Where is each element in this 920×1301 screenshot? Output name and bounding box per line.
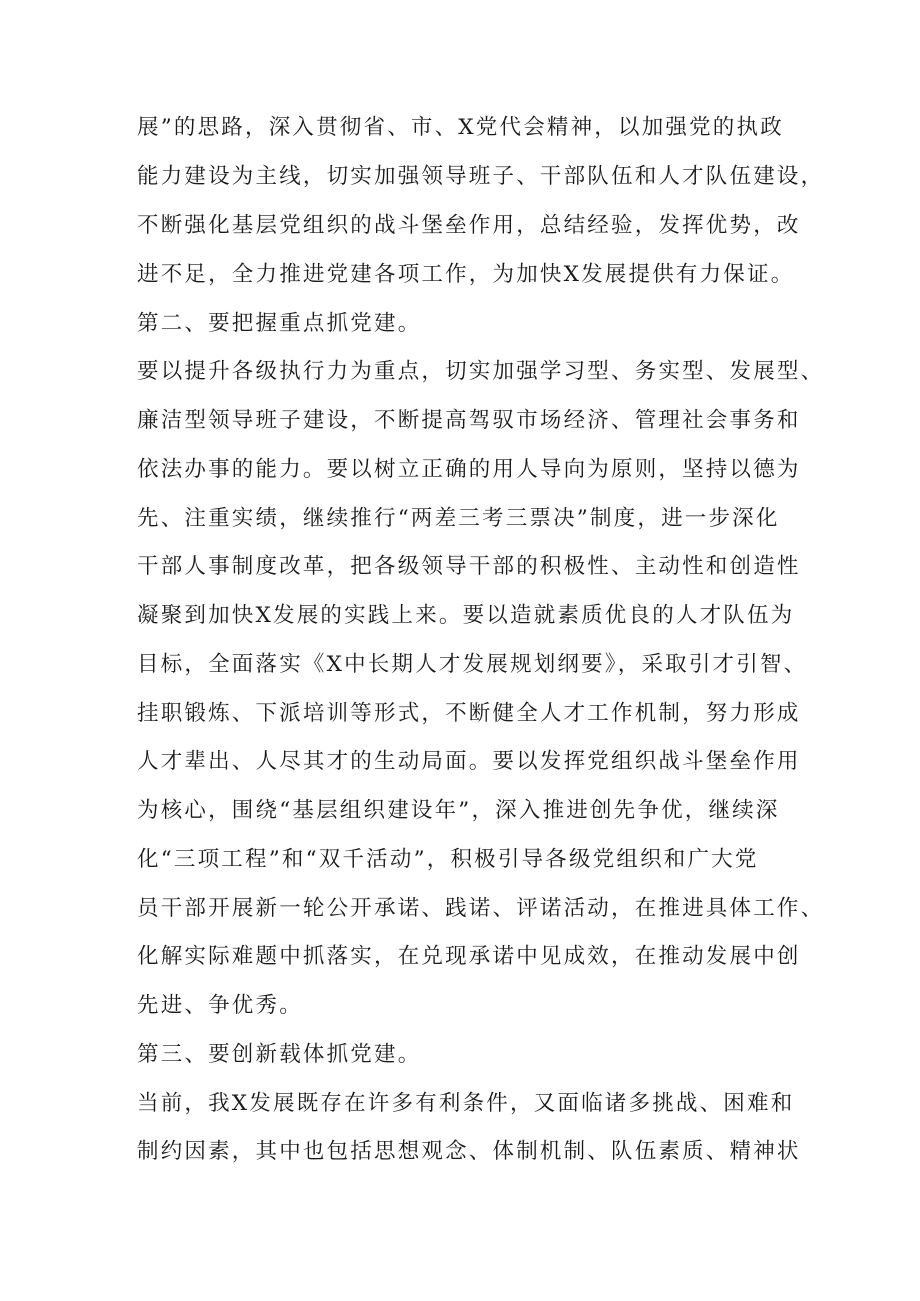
text-line: 目标，全面落实《X中长期人才发展规划纲要》，采取引才引智、 (137, 652, 808, 677)
text-line: 进不足，全力推进党建各项工作，为加快X发展提供有力保证。 (137, 262, 795, 287)
text-line: 先、注重实绩，继续推行“两差三考三票决”制度，进一步深化 (137, 506, 780, 531)
text-line: 干部人事制度改革，把各级领导干部的积极性、主动性和创造性 (137, 554, 801, 579)
text-line: 廉洁型领导班子建设，不断提高驾驭市场经济、管理社会事务和 (137, 408, 801, 433)
text-line: 要以提升各级执行力为重点，切实加强学习型、务实型、发展型、 (137, 359, 825, 384)
text-line: 凝聚到加快X发展的实践上来。要以造就素质优良的人才队伍为 (137, 603, 795, 628)
text-line: 化“三项工程”和“双千活动”，积极引导各级党组织和广大党 (137, 847, 759, 872)
text-line: 人才辈出、人尽其才的生动局面。要以发挥党组织战斗堡垒作用 (137, 749, 801, 774)
text-line: 依法办事的能力。要以树立正确的用人导向为原则，坚持以德为 (137, 457, 801, 482)
text-line: 不断强化基层党组织的战斗堡垒作用，总结经验，发挥优势，改 (137, 213, 801, 238)
text-line: 为核心，围绕“基层组织建设年”，深入推进创先争优，继续深 (137, 798, 780, 823)
section-heading: 第三、要创新载体抓党建。 (137, 1042, 422, 1067)
text-line: 化解实际难题中抓落实，在兑现承诺中见成效，在推动发展中创 (137, 944, 801, 969)
text-line: 挂职锻炼、下派培训等形式，不断健全人才工作机制，努力形成 (137, 701, 801, 726)
section-heading: 第二、要把握重点抓党建。 (137, 311, 422, 336)
text-line: 当前，我X发展既存在许多有利条件，又面临诸多挑战、困难和 (137, 1091, 795, 1116)
text-line: 能力建设为主线，切实加强领导班子、干部队伍和人才队伍建设， (137, 164, 825, 189)
text-line: 展”的思路，深入贯彻省、市、X党代会精神，以加强党的执政 (137, 115, 784, 140)
text-line: 员干部开展新一轮公开承诺、践诺、评诺活动，在推进具体工作、 (137, 896, 825, 921)
text-line: 先进、争优秀。 (137, 993, 303, 1018)
text-line: 制约因素，其中也包括思想观念、体制机制、队伍素质、精神状 (137, 1139, 801, 1164)
